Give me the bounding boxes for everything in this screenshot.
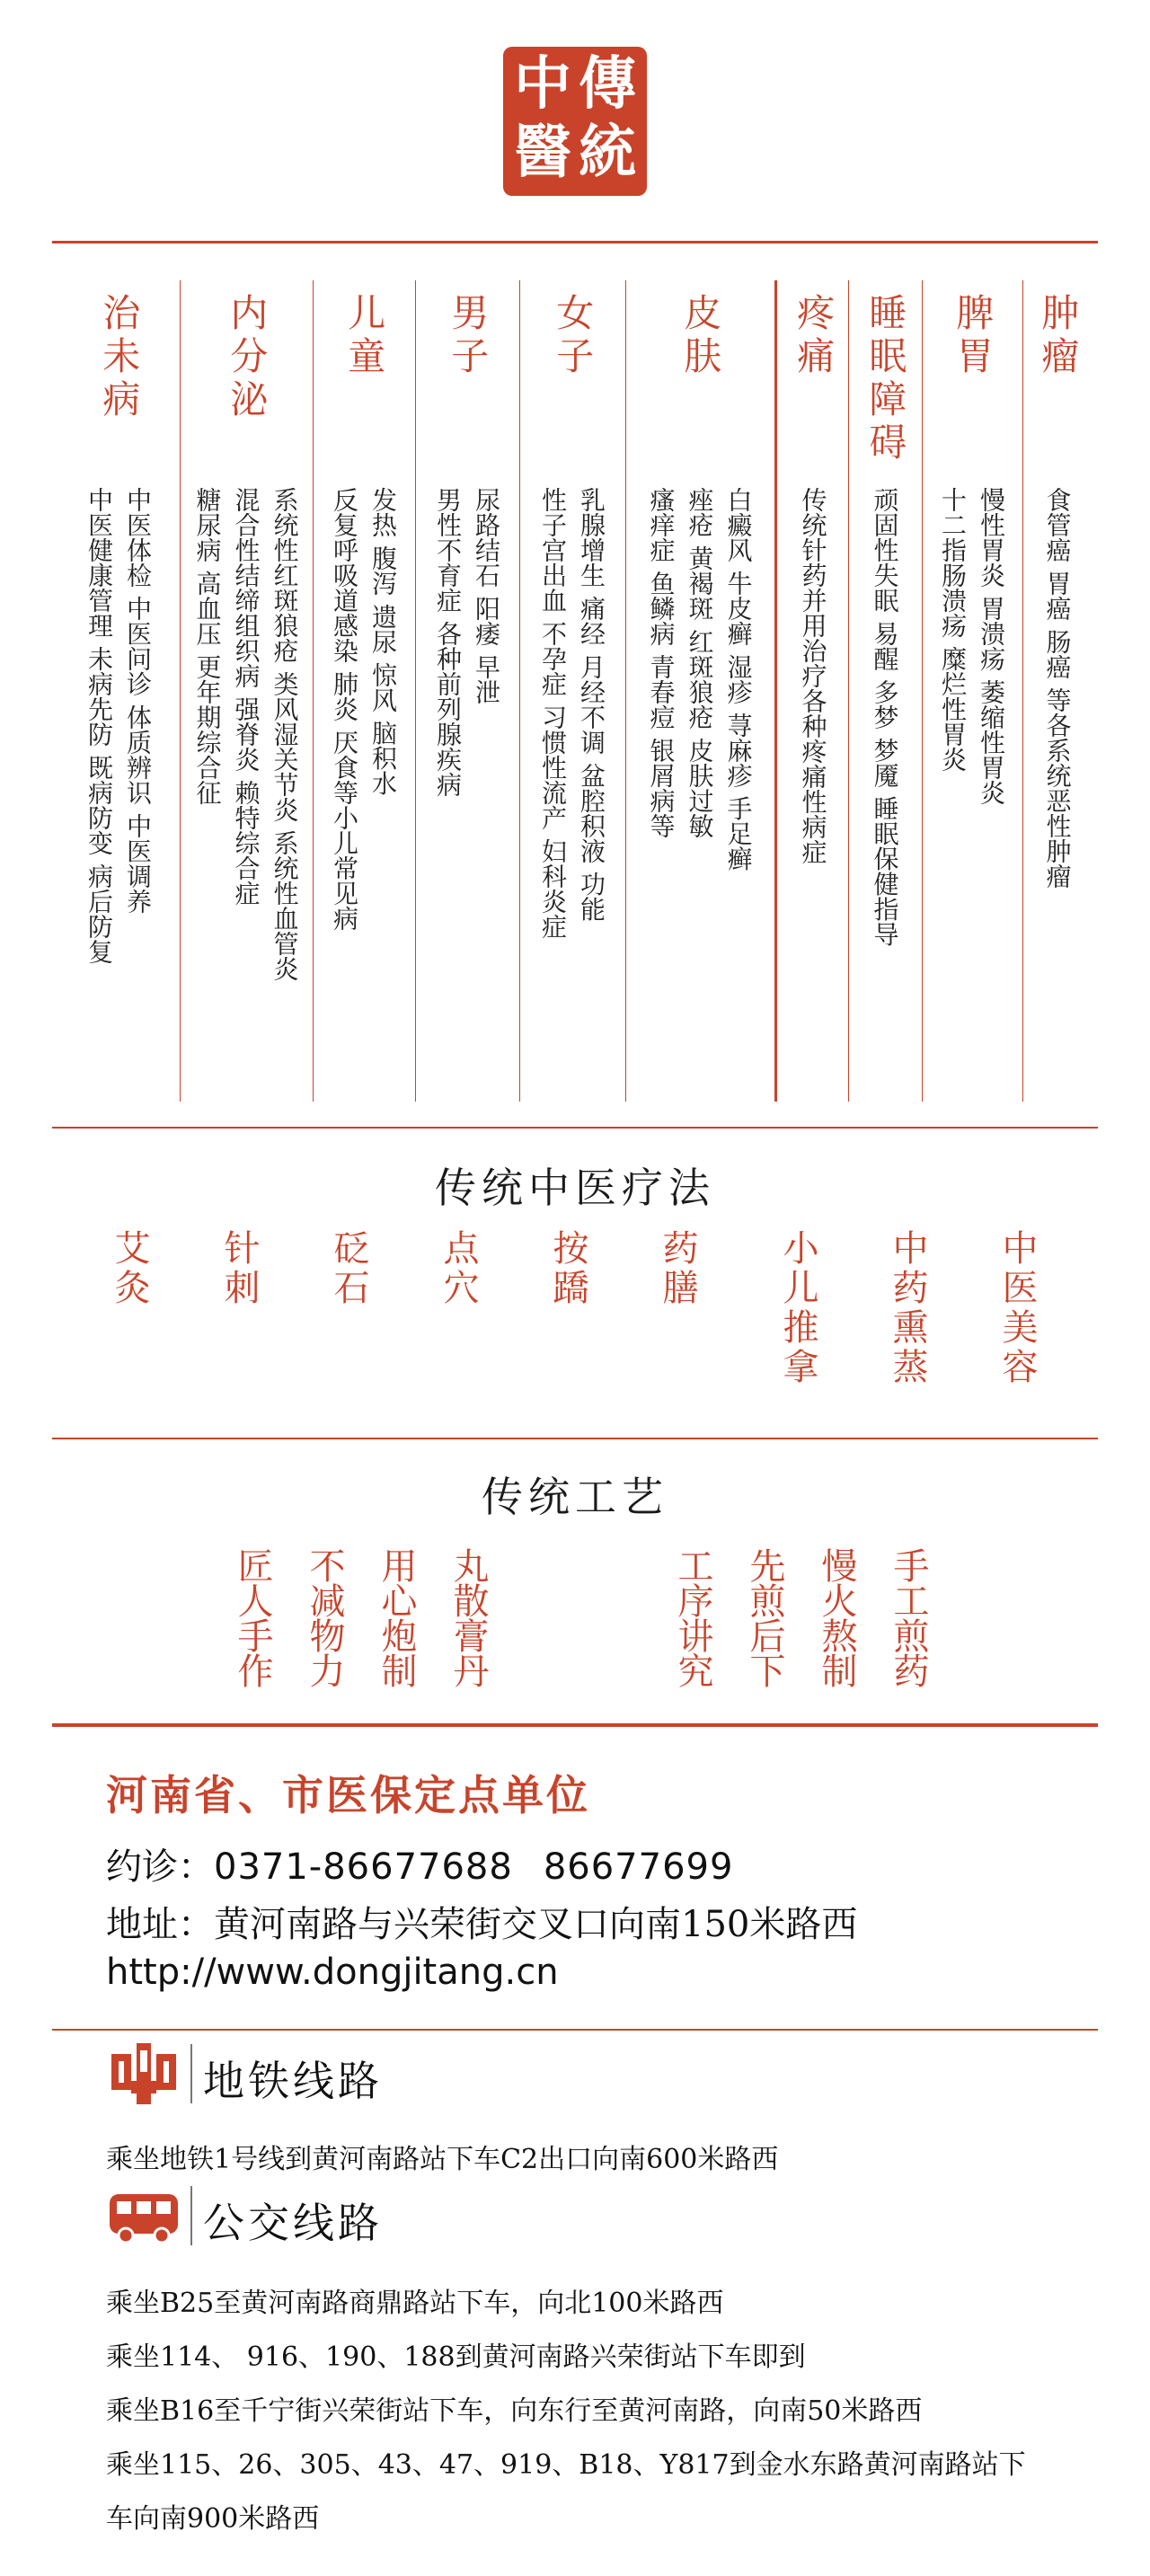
therapy-item: 砭石 (328, 1229, 369, 1308)
dept-item: 中医健康管理 未病先防 既病防变 病后防复 (84, 487, 114, 964)
dept-item: 顽固性失眠 易醒 多梦 梦魇 睡眠保健指导 (870, 487, 900, 947)
dept-item: 系统性红斑狼疮 类风湿关节炎 系统性血管炎 (270, 487, 300, 981)
dept-item: 乳腺增生 痛经 月经不调 盆腔积液 功能 (577, 487, 606, 922)
divider (52, 2029, 1098, 2031)
craft-item: 慢火熬制 (816, 1547, 857, 1687)
dept-digestive (922, 280, 1022, 1102)
dept-pain (774, 280, 849, 1102)
divider (52, 1438, 1098, 1439)
dept-title: 儿童 (342, 293, 387, 379)
therapy-item: 针刺 (218, 1229, 260, 1308)
website-link[interactable]: http://www.dongjitang.cn (106, 1952, 559, 1993)
bus-icon (108, 2183, 180, 2248)
divider (52, 1127, 1098, 1129)
dept-tumor (1022, 280, 1092, 1102)
separator (190, 2186, 192, 2245)
seal-char: 統 (579, 119, 636, 186)
dept-item: 慢性胃炎 胃溃疡 萎缩性胃炎 (977, 487, 1006, 805)
phone-main[interactable]: 0371-86677688 (214, 1846, 513, 1888)
craft-item: 用心炮制 (376, 1547, 417, 1687)
dept-title: 治未病 (97, 293, 142, 422)
dept-item: 传统针药并用治疗各种疼痛性病症 (798, 487, 828, 864)
dept-endocrine (180, 280, 312, 1102)
bus-route: 乘坐B25至黄河南路商鼎路站下车，向北100米路西 (106, 2288, 724, 2319)
seal-char: 傳 (579, 50, 636, 118)
dept-item: 发热 腹泻 遗尿 惊风 脑积水 (368, 487, 398, 796)
address-text: 黄河南路与兴荣街交叉口向南150米路西 (214, 1904, 858, 1945)
dept-title: 睡眠障碍 (863, 293, 908, 465)
dept-title: 女子 (551, 293, 596, 379)
dept-item: 糖尿病 高血压 更年期综合征 (192, 487, 223, 805)
bus-route: 乘坐114、 916、190、188到黄河南路兴荣街站下车即到 (106, 2341, 806, 2373)
craft-item: 丸散膏丹 (447, 1547, 489, 1687)
dept-item: 性子宫出血 不孕症 习惯性流产 妇科炎症 (538, 487, 568, 939)
top-divider (52, 241, 1098, 243)
therapy-item: 药膳 (657, 1229, 698, 1308)
dept-men (415, 280, 518, 1102)
therapy-item: 按蹻 (547, 1229, 588, 1308)
craft-item: 先煎后下 (744, 1547, 785, 1687)
dept-item: 食管癌 胃癌 肠癌 等各系统恶性肿瘤 (1042, 487, 1073, 889)
bus-route: 乘坐115、26、305、43、47、919、B18、Y817到金水东路黄河南路站下 (106, 2449, 1026, 2481)
dept-title: 肿瘤 (1036, 293, 1081, 379)
dept-item: 瘙痒症 鱼鳞病 青春痘 银屑病等 (646, 487, 677, 838)
dept-item: 男性不育症 各种前列腺疾病 (433, 487, 463, 797)
dept-preventive (59, 280, 178, 1102)
dept-skin (625, 280, 774, 1102)
dept-item: 痤疮 黄褐斑 红斑狼疮 皮肤过敏 (685, 487, 715, 838)
dept-item: 中医体检 中医问诊 体质辨识 中医调养 (123, 487, 153, 914)
address-label: 地址： (106, 1904, 214, 1945)
dept-title: 疼痛 (792, 293, 836, 379)
craft-item: 手工煎药 (888, 1547, 929, 1687)
subway-title: 地铁线路 (203, 2057, 383, 2105)
seal-char: 中 (514, 50, 571, 118)
seal-char: 醫 (514, 119, 571, 186)
therapy-item: 中药熏蒸 (887, 1229, 928, 1387)
insurance-heading: 河南省、市医保定点单位 (106, 1771, 590, 1819)
divider (52, 1723, 1098, 1727)
dept-title: 皮肤 (678, 293, 723, 379)
craft-item: 不减物力 (304, 1547, 345, 1687)
phone-alt[interactable]: 86677699 (543, 1846, 734, 1888)
therapies-title: 传统中医疗法 (435, 1164, 715, 1212)
therapy-item: 点穴 (438, 1229, 479, 1308)
dept-children (313, 280, 414, 1102)
craft-item: 工序讲究 (672, 1547, 713, 1687)
therapy-item: 中医美容 (996, 1229, 1038, 1387)
bus-route: 乘坐B16至千宁街兴荣街站下车，向东行至黄河南路，向南50米路西 (106, 2395, 923, 2427)
crafts-title: 传统工艺 (482, 1473, 668, 1521)
traditional-chinese-medicine-seal-logo (503, 47, 647, 196)
dept-item: 混合性结缔组织病 强脊炎 赖特综合症 (231, 487, 261, 906)
dept-item: 尿路结石 阳痿 早泄 (472, 487, 501, 704)
subway-icon (108, 2041, 180, 2106)
bus-title: 公交线路 (203, 2199, 383, 2247)
address-line (106, 1896, 857, 1947)
separator (190, 2044, 192, 2103)
dept-title: 内分泌 (225, 293, 270, 422)
dept-item: 白癜风 牛皮癣 湿疹 荨麻疹 手足癣 (723, 487, 754, 872)
dept-women (519, 280, 624, 1102)
dept-item: 反复呼吸道感染 肺炎 厌食等小儿常见病 (330, 487, 359, 931)
subway-route: 乘坐地铁1号线到黄河南路站下车C2出口向南600米路西 (106, 2144, 779, 2175)
dept-title: 男子 (446, 293, 491, 379)
dept-item: 十二指肠溃疡 糜烂性胃炎 (938, 487, 968, 772)
phone-line (106, 1838, 733, 1890)
craft-item: 匠人手作 (232, 1547, 273, 1687)
bus-route: 车向南900米路西 (106, 2503, 320, 2535)
therapy-item: 小儿推拿 (777, 1229, 818, 1387)
therapy-item: 艾灸 (109, 1229, 150, 1308)
dept-sleep (848, 280, 921, 1102)
phone-label: 约诊： (106, 1846, 214, 1888)
dept-title: 脾胃 (951, 293, 995, 379)
